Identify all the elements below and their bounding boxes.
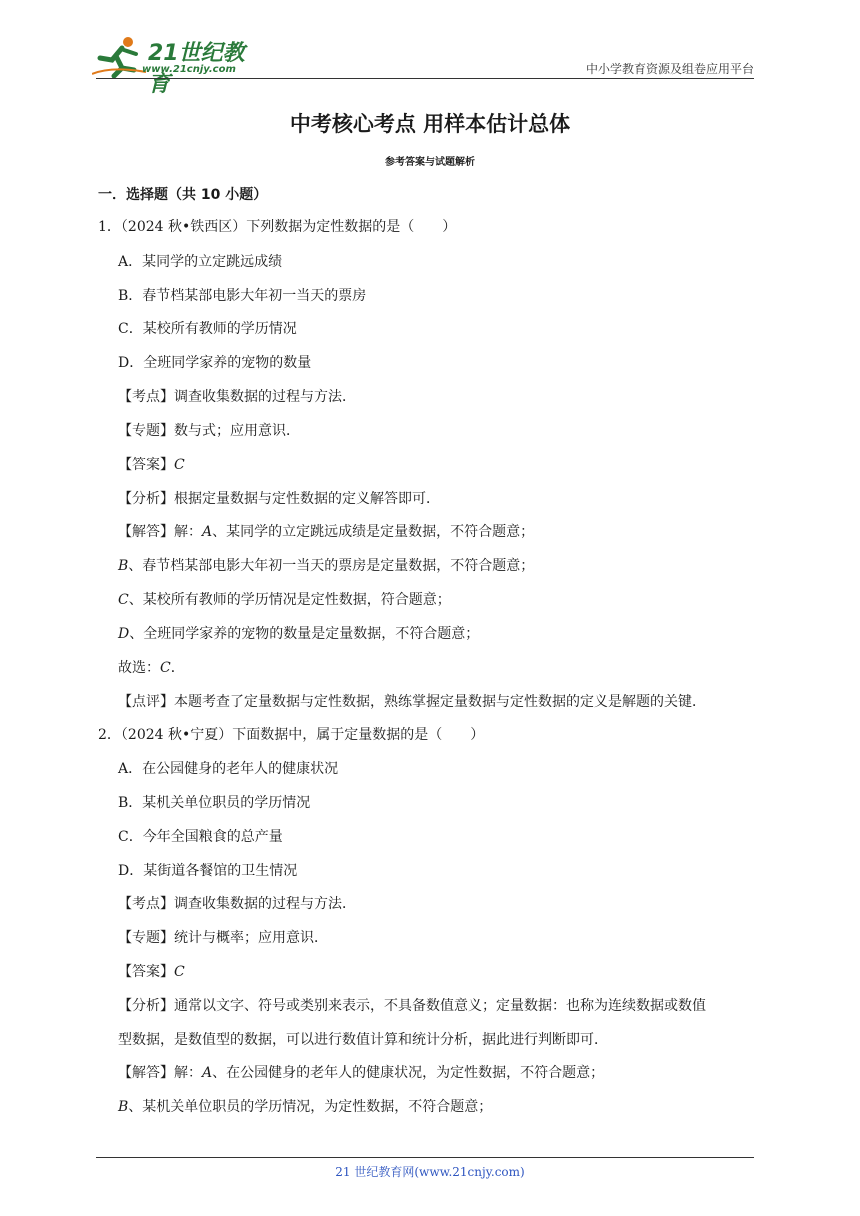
q1-jieda-a-text: 、某同学的立定跳远成绩是定量数据，不符合题意； (212, 524, 535, 540)
header-platform-text: 中小学教育资源及组卷应用平台 (585, 62, 754, 76)
q1-jieda-c-text: 、某校所有教师的学历情况是定性数据，符合题意； (128, 592, 451, 608)
q1-jieda-c-letter: C (118, 592, 129, 608)
logo-main-text: 21世纪教育 (148, 41, 245, 97)
q2-jieda-a (118, 1063, 604, 1083)
q1-fenxi: 【分析】根据定量数据与定性数据的定义解答即可． (118, 491, 440, 507)
site-logo (92, 34, 262, 97)
q2-answer-label: 【答案】 (118, 964, 174, 980)
q1-jieda-c (118, 590, 451, 610)
footer-divider (96, 1157, 754, 1158)
q1-jieda-b (118, 556, 534, 576)
section-heading: 一．选择题（共 10 小题） (98, 187, 268, 203)
q1-guxuan (118, 658, 185, 678)
q1-option-b: B．春节档某部电影大年初一当天的票房 (118, 288, 367, 304)
q2-fenxi-line2: 型数据，是数值型的数据，可以进行数值计算和统计分析，据此进行判断即可． (118, 1032, 608, 1048)
q1-stem: 1．（2024 秋•铁西区）下列数据为定性数据的是（ ） (98, 219, 457, 235)
q1-jieda-prefix: 【解答】解： (118, 524, 202, 540)
q1-jieda-d-letter: D (118, 626, 130, 642)
q1-jieda-b-text: 、春节档某部电影大年初一当天的票房是定量数据，不符合题意； (128, 558, 535, 574)
q1-guxuan-prefix: 故选： (118, 660, 160, 676)
q2-stem: 2．（2024 秋•宁夏）下面数据中，属于定量数据的是（ ） (98, 727, 485, 743)
q2-answer (118, 962, 185, 982)
q2-jieda-b-letter: B (118, 1099, 129, 1115)
logo-sub-text: www.21cnjy.com (142, 64, 236, 75)
q2-option-d: D．某街道各餐馆的卫生情况 (118, 863, 298, 879)
q2-jieda-prefix: 【解答】解： (118, 1065, 202, 1081)
q1-jieda-d (118, 624, 479, 644)
q2-option-c: C．今年全国粮食的总产量 (118, 829, 283, 845)
q1-option-c: C．某校所有教师的学历情况 (118, 321, 297, 337)
q2-jieda-b-text: 、某机关单位职员的学历情况，为定性数据，不符合题意； (128, 1099, 493, 1115)
q1-guxuan-letter: C (160, 660, 171, 676)
q1-dianping: 【点评】本题考查了定量数据与定性数据，熟练掌握定量数据与定性数据的定义是解题的关键． (118, 694, 706, 710)
q2-answer-value: C (174, 964, 185, 980)
q1-jieda-b-letter: B (118, 558, 129, 574)
q1-answer (118, 455, 185, 475)
page-title: 中考核心考点 用样本估计总体 (289, 112, 571, 136)
q1-guxuan-suffix: ． (170, 660, 185, 676)
q1-kaodian: 【考点】调查收集数据的过程与方法． (118, 389, 356, 405)
q1-zhuanti: 【专题】数与式；应用意识． (118, 423, 300, 439)
q2-jieda-b (118, 1097, 492, 1117)
header-divider (96, 78, 754, 79)
footer-link[interactable]: 21 世纪教育网(www.21cnjy.com) (335, 1165, 525, 1179)
page-subtitle: 参考答案与试题解析 (385, 157, 475, 168)
q2-option-b: B．某机关单位职员的学历情况 (118, 795, 311, 811)
q2-option-a: A．在公园健身的老年人的健康状况 (118, 761, 339, 777)
q1-jieda-d-text: 、全班同学家养的宠物的数量是定量数据，不符合题意； (129, 626, 480, 642)
q1-option-d: D．全班同学家养的宠物的数量 (118, 355, 312, 371)
q1-answer-value: C (174, 457, 185, 473)
q2-zhuanti: 【专题】统计与概率；应用意识． (118, 930, 328, 946)
runner-logo-icon (92, 34, 148, 78)
q2-fenxi-line1: 【分析】通常以文字、符号或类别来表示，不具备数值意义；定量数据：也称为连续数据或数值 (118, 998, 706, 1014)
q2-jieda-a-text: 、在公园健身的老年人的健康状况，为定性数据，不符合题意； (212, 1065, 605, 1081)
q1-option-a: A．某同学的立定跳远成绩 (118, 254, 283, 270)
q2-kaodian: 【考点】调查收集数据的过程与方法． (118, 896, 356, 912)
q1-answer-label: 【答案】 (118, 457, 174, 473)
q1-jieda-a (118, 522, 534, 542)
q1-jieda-a-letter: A (202, 524, 213, 540)
q2-jieda-a-letter: A (202, 1065, 213, 1081)
